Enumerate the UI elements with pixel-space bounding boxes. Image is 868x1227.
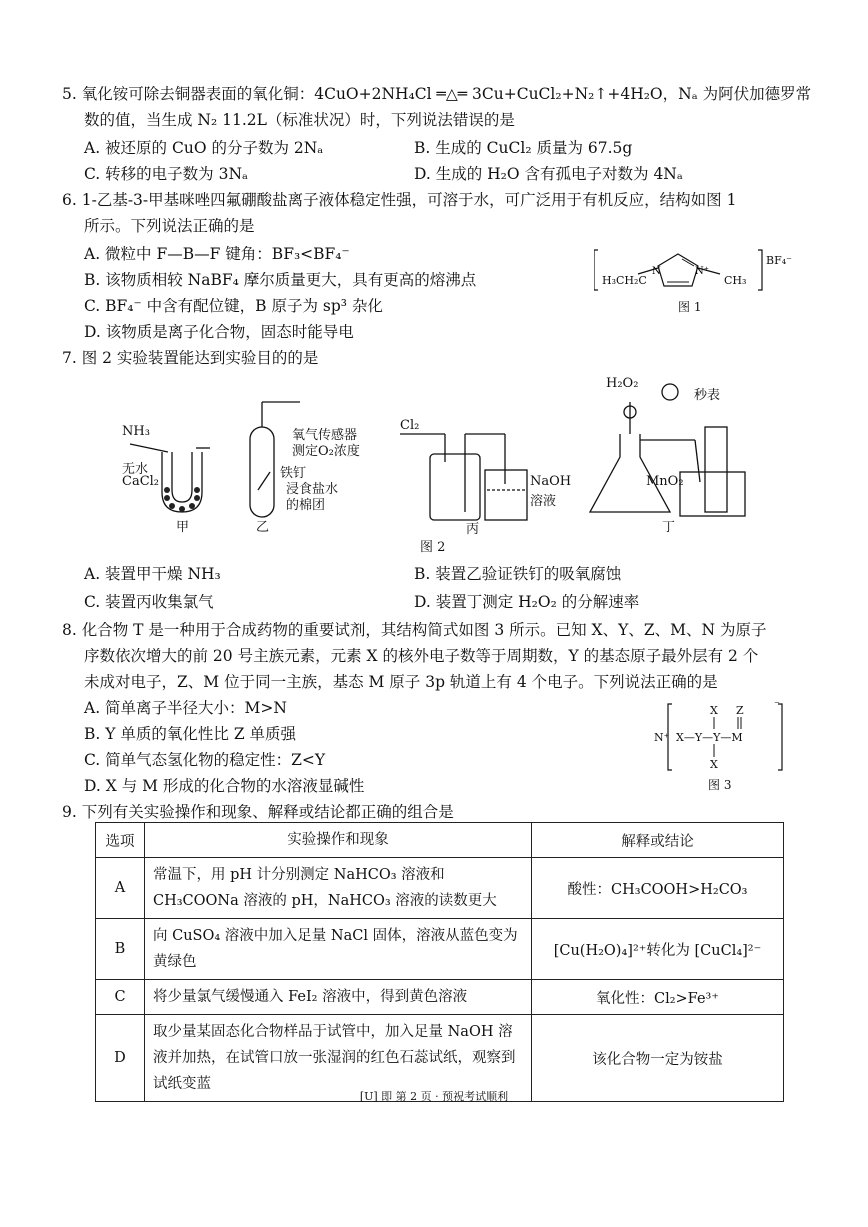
page-footer: [U] 即 第 2 页 · 预祝考试顺利	[359, 1090, 509, 1103]
q8-stem-line1: 8. 化合物 T 是一种用于合成药物的重要试剂，其结构简式如图 3 所示。已知 X、Y、Z、M、N 为原子	[62, 621, 767, 639]
row-operation: 常温下，用 pH 计分别测定 NaHCO₃ 溶液和 CH₃COONa 溶液的 pH，NaHCO₃ 溶液的读数更大	[145, 858, 532, 919]
q8-option-a: A. 简单离子半径大小：M>N	[84, 699, 287, 717]
q5-stem-line1: 5. 氧化铵可除去铜器表面的氧化铜：4CuO+2NH₄Cl ═△═ 3Cu+CuCl₂+N₂↑+4H₂O，Nₐ 为阿伏加德罗常	[62, 85, 812, 103]
header-conclusion: 解释或结论	[532, 823, 784, 858]
figure-2	[110, 372, 750, 555]
row-option: D	[96, 1015, 145, 1102]
svg-text:N⁺: N⁺	[654, 731, 670, 744]
q6-option-a: A. 微粒中 F—B—F 键角：BF₃<BF₄⁻	[84, 245, 350, 263]
row-option: C	[96, 980, 145, 1015]
fig1-ethyl-label: H₃CH₂C	[602, 274, 647, 287]
q8-stem-line2: 序数依次增大的前 20 号主族元素，元素 X 的核外电子数等于周期数，Y 的基态原子最外层有 2 个	[84, 647, 759, 665]
svg-text:⁻: ⁻	[774, 700, 780, 711]
svg-text:X: X	[710, 758, 718, 771]
q7-option-d: D. 装置丁测定 H₂O₂ 的分解速率	[414, 593, 640, 611]
fig1-anion-label: BF₄⁻	[766, 254, 792, 267]
q7-option-c: C. 装置丙收集氯气	[84, 593, 214, 611]
q8-stem-line3: 未成对电子，Z、M 位于同一主族，基态 M 原子 3p 轨道上有 4 个电子。下列说法正确的是	[84, 673, 718, 691]
bing-naoh-label-2: 溶液	[530, 494, 557, 509]
q7-option-a: A. 装置甲干燥 NH₃	[84, 565, 221, 583]
row-conclusion: [Cu(H₂O)₄]²⁺转化为 [CuCl₄]²⁻	[532, 919, 784, 980]
apparatus-drawing	[110, 372, 750, 552]
q5-option-c: C. 转移的电子数为 3Nₐ	[84, 165, 248, 183]
q7-stem: 7. 图 2 实验装置能达到实验目的的是	[62, 349, 319, 367]
q5-option-a: A. 被还原的 CuO 的分子数为 2Nₐ	[84, 139, 324, 157]
svg-text:N⁺: N⁺	[695, 266, 710, 277]
fig1-caption: 图 1	[678, 300, 702, 314]
bing-name: 丙	[466, 522, 480, 537]
q8-option-d: D. X 与 M 形成的化合物的水溶液显碱性	[84, 777, 365, 795]
table-row	[96, 919, 784, 980]
header-option: 选项	[96, 823, 145, 858]
bing-naoh-label-1: NaOH	[530, 474, 572, 489]
table-row	[96, 858, 784, 919]
row-option: A	[96, 858, 145, 919]
q6-option-b: B. 该物质相较 NaBF₄ 摩尔质量更大，具有更高的熔沸点	[84, 271, 477, 289]
svg-text:N: N	[652, 266, 661, 277]
ding-name: 丁	[662, 520, 676, 535]
table-header-row	[96, 823, 784, 858]
ding-timer-label: 秒表	[694, 388, 721, 403]
fig3-caption: 图 3	[708, 778, 732, 792]
row-operation: 取少量某固态化合物样品于试管中，加入足量 NaOH 溶液并加热，在试管口放一张湿润的红色石蕊试纸，观察到试纸变蓝	[145, 1015, 532, 1102]
table-row	[96, 980, 784, 1015]
ding-h2o2-label: H₂O₂	[606, 376, 639, 391]
row-conclusion: 该化合物一定为铵盐	[532, 1015, 784, 1102]
q9-stem: 9. 下列有关实验操作和现象、解释或结论都正确的组合是	[62, 803, 454, 821]
q7-option-b: B. 装置乙验证铁钉的吸氧腐蚀	[414, 565, 622, 583]
q6-option-c: C. BF₄⁻ 中含有配位键，B 原子为 sp³ 杂化	[84, 297, 383, 315]
jia-name: 甲	[176, 520, 190, 535]
jia-nh3-label: NH₃	[122, 424, 150, 439]
ding-mno2-label: MnO₂	[646, 474, 684, 489]
jia-cacl2-label-1: 无水	[122, 462, 149, 477]
q6-option-d: D. 该物质是离子化合物，固态时能导电	[84, 323, 354, 341]
q5-option-d: D. 生成的 H₂O 含有孤电子对数为 4Nₐ	[414, 165, 683, 183]
row-operation: 向 CuSO₄ 溶液中加入足量 NaCl 固体，溶液从蓝色变为黄绿色	[145, 919, 532, 980]
q5-stem-line2: 数的值，当生成 N₂ 11.2L（标准状况）时，下列说法错误的是	[84, 111, 515, 129]
fig2-caption: 图 2	[420, 540, 446, 555]
q9-table	[95, 822, 784, 1102]
row-conclusion: 氧化性：Cl₂>Fe³⁺	[532, 980, 784, 1015]
svg-text:Z: Z	[736, 704, 744, 717]
yi-name: 乙	[256, 520, 270, 535]
q6-stem-line1: 6. 1-乙基-3-甲基咪唑四氟硼酸盐离子液体稳定性强，可溶于水，可广泛用于有机反应，结构如图 1	[62, 191, 737, 209]
row-operation: 将少量氯气缓慢通入 FeI₂ 溶液中，得到黄色溶液	[145, 980, 532, 1015]
q6-stem-line2: 所示。下列说法正确的是	[84, 217, 255, 235]
yi-label-4: 浸食盐水	[286, 482, 339, 497]
fig1-methyl-label: CH₃	[724, 274, 747, 287]
q8-option-c: C. 简单气态氢化物的稳定性：Z<Y	[84, 751, 326, 769]
yi-label-2: 测定O₂浓度	[292, 444, 360, 459]
jia-cacl2-label-2: CaCl₂	[122, 474, 160, 489]
yi-label-3: 铁钉	[280, 466, 307, 481]
figure-1	[594, 246, 794, 314]
row-conclusion: 酸性：CH₃COOH>H₂CO₃	[532, 858, 784, 919]
bing-cl2-label: Cl₂	[400, 418, 420, 433]
yi-label-5: 的棉团	[286, 498, 326, 513]
q5-option-b: B. 生成的 CuCl₂ 质量为 67.5g	[414, 139, 633, 157]
row-option: B	[96, 919, 145, 980]
svg-text:X: X	[710, 704, 718, 717]
yi-label-1: 氧气传感器	[292, 428, 358, 443]
header-operation: 实验操作和现象	[145, 823, 532, 858]
q8-option-b: B. Y 单质的氧化性比 Z 单质强	[84, 725, 297, 743]
svg-text:X—Y—Y—M: X—Y—Y—M	[676, 731, 743, 744]
figure-3	[654, 700, 794, 796]
